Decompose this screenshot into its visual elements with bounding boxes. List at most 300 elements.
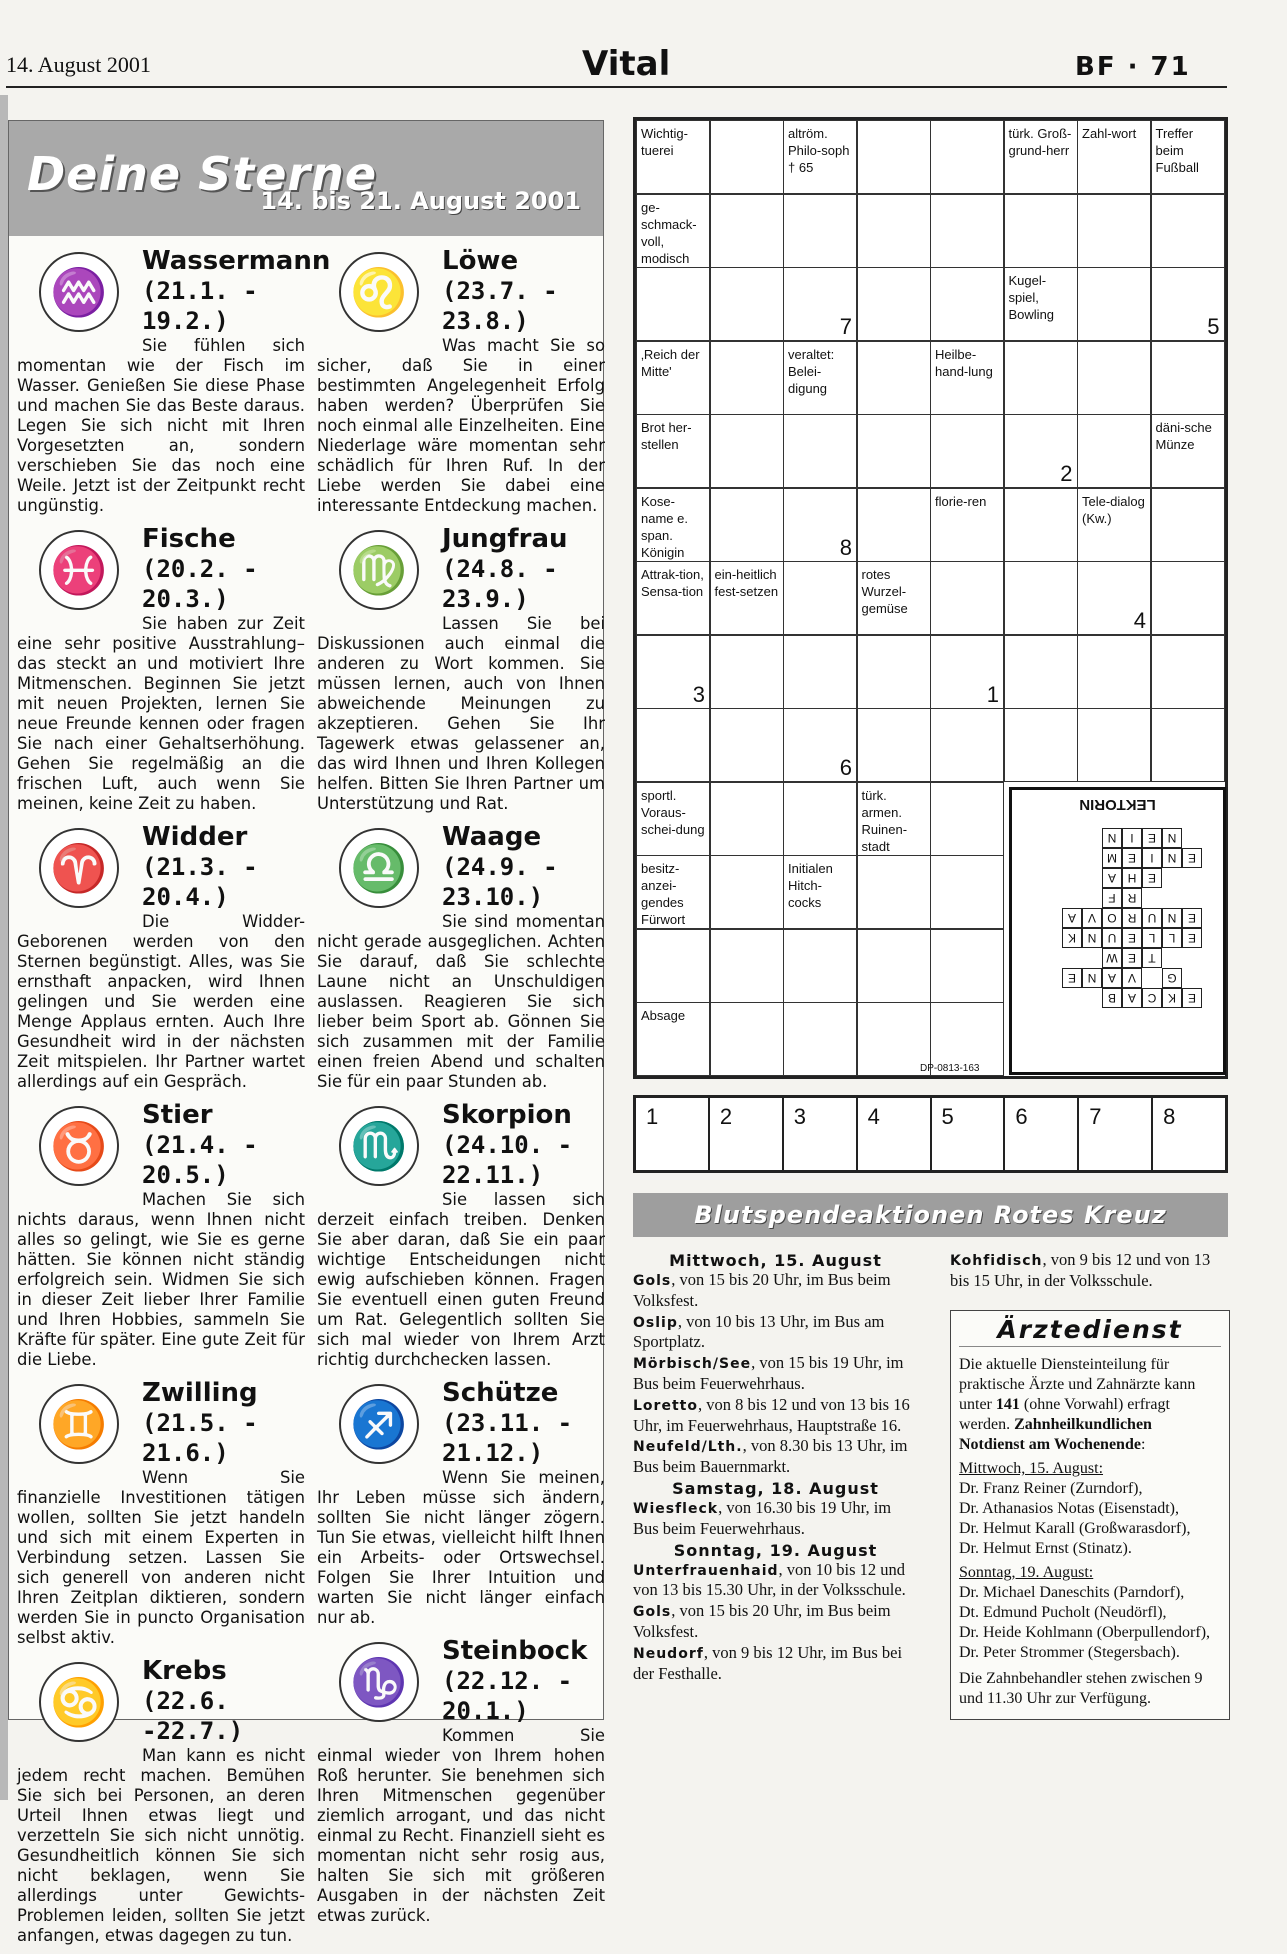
crossword-clue: Wichtig-tuerei [636,120,710,194]
blood-place: Unterfrauenhaid [633,1562,779,1579]
crossword-cell [930,120,1004,194]
issue-date: 14. August 2001 [6,52,151,77]
sign-name: Zwilling [142,1378,258,1408]
solution-slot: 4 [858,1098,932,1170]
crossword-clue: Attrak-tion, Sensa-tion [636,561,710,635]
blood-entry [633,1395,918,1437]
crossword-clue: sportl. Voraus-schei-dung [636,782,710,856]
crossword-clue: Heilbe-hand-lung [930,341,1004,415]
lektorin-cell: N [1102,828,1122,848]
lektorin-title: LEKTORIN [1079,796,1156,813]
blood-place: Neufeld/Lth. [633,1439,743,1456]
blood-day-heading: Sonntag, 19. August [673,1540,878,1560]
sign-text: Wenn Sie meinen, Ihr Leben müsse sich ändern, sollten Sie nicht länger zögern. Tun Sie etwas, vielleicht hilft Ihnen ein Arbeits- oder Ortswechsel. Folgen Sie Ihrer Intuition und warten Sie nicht länger einfach nur ab. [317,1468,605,1627]
crossword-cell [710,929,784,1003]
lektorin-cell: B [1102,988,1122,1008]
crossword-cell [783,635,857,709]
doctor-location: (Neudörfl), [1094,1604,1167,1621]
doctor-entry [959,1623,1221,1643]
section-title: Vital [582,44,671,84]
crossword-cell [783,194,857,268]
blood-details: , von 15 bis 19 Uhr, im Bus beim Feuerwehrhaus. [633,1353,904,1393]
zodiac-krebs-icon: ♋ [39,1662,119,1742]
lektorin-cell: U [1102,928,1122,948]
lektorin-cell [1182,888,1202,908]
crossword-number: 2 [1060,461,1073,486]
blood-drive-list [633,1250,918,1684]
blood-drive-extra [950,1250,1230,1292]
crossword-cell [783,782,857,856]
crossword-number: 6 [839,755,852,780]
blood-place: Gols [633,1273,672,1289]
crossword-cell [930,855,1004,929]
zodiac-fische-icon: ♓ [39,530,119,610]
doctor-entry [959,1643,1221,1663]
doctor-location: (Parndorf), [1113,1584,1185,1601]
lektorin-cell [1142,968,1162,988]
crossword-cell [710,120,784,194]
crossword-cell [783,561,857,635]
sign-date-range: (21.4. - 20.5.) [142,1131,258,1189]
crossword-number: 4 [1133,608,1146,633]
crossword-number: 7 [839,314,852,339]
crossword-cell [783,267,857,341]
crossword-cell [1004,635,1078,709]
lektorin-cell: E [1182,848,1202,868]
crossword-clue: ein-heitlich fest-setzen [710,561,784,635]
doctor-location: (Zurndorf), [1070,1480,1143,1497]
lektorin-cell [1062,868,1082,888]
blood-details: , von 8 bis 12 und von 13 bis 16 Uhr, im Feuerwehrhaus, Hauptstraße 16. [633,1394,910,1435]
lektorin-cell [1062,828,1082,848]
lektorin-cell: V [1082,908,1102,928]
sign-name: Stier [142,1100,213,1130]
crossword-cell [710,194,784,268]
crossword-cell [1151,561,1225,635]
crossword-cell [857,120,931,194]
sign-text: Man kann es nicht jedem recht machen. Bemühen Sie sich bei Personen, an deren Urteil Ihnen etwas liegt und verzetteln Sie sich nicht unnötig. Gesundheitlich können Sie sich nicht beklagen, wenn Sie allerdings unter Gewichts-Problemen leiden, sollten Sie jetzt anfangen, etwas dagegen zu tun. [17,1746,305,1945]
phone-number: 141 [995,1396,1020,1413]
crossword-cell [1077,708,1151,782]
crossword-clue: Treffer beim Fußball [1151,120,1225,194]
lektorin-cell: A [1062,908,1082,928]
crossword-cell [1004,708,1078,782]
crossword-clue: türk. Groß-grund-herr [1004,120,1078,194]
horoscope-dates: 14. bis 21. August 2001 [260,187,581,215]
lektorin-cell: E [1122,928,1142,948]
sign-name: Löwe [442,246,519,276]
notdienst-label: Zahnheilkundlichen Notdienst am Wochenende [959,1416,1152,1453]
horoscope-sign [17,822,305,1092]
lektorin-cell: A [1102,868,1122,888]
lektorin-cell: H [1122,868,1142,888]
sign-text: Was macht Sie so sicher, daß Sie in einer bestimmten Angelegenheit Erfolg haben werden? Überprüfen Sie noch einmal alle Einzelheiten. Eine Niederlage wäre momentan sehr schädlich für Ihren Ruf. In der Liebe werden Sie dabei eine interessante Entdeckung machen. [317,336,605,515]
lektorin-cell [1082,988,1102,1008]
crossword-cell [930,782,1004,856]
lektorin-cell: V [1122,968,1142,988]
crossword-cell [710,782,784,856]
doctor-entry [959,1519,1221,1539]
lektorin-cell [1082,868,1102,888]
zodiac-jungfrau-icon: ♍ [339,530,419,610]
blood-place: Neudorf [633,1645,704,1662]
sign-date-range: (21.3. - 20.4.) [142,853,258,911]
sign-date-range: (21.1. - 19.2.) [142,277,258,335]
solution-slot: 3 [784,1098,858,1170]
crossword-cell [1004,414,1078,488]
crossword-cell [710,855,784,929]
blood-entry [633,1312,918,1354]
lektorin-cell [1182,968,1202,988]
blood-entry [633,1643,918,1685]
lektorin-cell: I [1142,848,1162,868]
crossword-cell [1151,708,1225,782]
lektorin-cell: K [1062,928,1082,948]
sign-text: Sie fühlen sich momentan wie der Fisch im Wasser. Genießen Sie diese Phase und machen Sie das Beste daraus. Legen Sie sich nicht mit Ihren Vorgesetzten an, sondern verschieben Sie das noch eine Weile. Jetzt ist der Zeitpunkt recht ungünstig. [17,336,305,515]
crossword-clue: Tele-dialog (Kw.) [1077,488,1151,562]
aerztedienst-title: Ärztedienst [959,1315,1221,1347]
doctor-location: (Stegersbach). [1087,1644,1180,1661]
solution-slot: 7 [1079,1098,1153,1170]
lektorin-cell: E [1142,868,1162,888]
solution-slot: 1 [636,1098,710,1170]
crossword-cell [783,929,857,1003]
sign-date-range: (22.6. -22.7.) [142,1687,244,1745]
crossword-number: 3 [692,681,705,707]
crossword-number: 5 [1207,314,1220,339]
crossword-cell [1077,194,1151,268]
doctor-entry [959,1603,1221,1623]
page-header [0,0,1287,95]
crossword-cell [1077,267,1151,341]
lektorin-cell: I [1122,828,1142,848]
crossword-cell [783,414,857,488]
crossword-number: 8 [839,534,852,560]
solution-slot: 8 [1163,1104,1176,1129]
doctor-location: (Großwarasdorf), [1078,1520,1191,1537]
crossword-cell [1151,341,1225,415]
sign-name: Widder [142,822,248,852]
crossword-cell [710,488,784,562]
crossword-cell [857,855,931,929]
lektorin-cell [1082,848,1102,868]
crossword-cell [1004,561,1078,635]
horoscope-column-left [17,246,331,1954]
crossword-cell [1077,561,1151,635]
crossword-cell [857,194,931,268]
crossword-cell [1151,488,1225,562]
sign-text: Die Widder-Geborenen werden von den Sternen begünstigt. Alles, was Sie ernsthaft anpacken, wird Ihnen gelingen und Sie werden eine Menge Applaus ernten. Auch Ihre Gesundheit wird in der nächsten Zeit mitspielen. Ihr Partner wartet allerdings auf ein Gespräch. [17,912,305,1091]
horoscope-header [9,121,603,236]
blood-details: , von 15 bis 20 Uhr, im Bus beim Volksfest. [633,1601,891,1641]
horoscope-sign [17,1656,305,1946]
lektorin-solution [1009,787,1226,1075]
sign-name: Steinbock [442,1636,588,1666]
crossword-clue: ge-schmack-voll, modisch [636,194,710,268]
crossword-cell [710,635,784,709]
sign-name: Jungfrau [442,524,568,554]
doctor-name: Dr. Helmut Karall [959,1520,1075,1537]
duty-day-2: Sonntag, 19. August: [959,1564,1094,1581]
doctor-entry [959,1499,1221,1519]
crossword-cell [783,708,857,782]
sign-date-range: (24.10. - 22.11.) [442,1131,573,1189]
lektorin-cell [1062,848,1082,868]
doctor-name: Dr. Heide Kohlmann [959,1624,1093,1641]
crossword-clue: altröm. Philo-soph † 65 [783,120,857,194]
crossword-cell [930,561,1004,635]
lektorin-cell: E [1122,848,1142,868]
horoscope-sign [317,1636,605,1926]
blood-details: , von 10 bis 13 Uhr, im Bus am Sportplatz. [633,1311,885,1352]
crossword-clue: türk. armen. Ruinen-stadt [857,782,931,856]
lektorin-cell: T [1142,948,1162,968]
sign-text: Kommen Sie einmal wieder von Ihrem hohen Roß herunter. Sie benehmen sich Ihren Mitmenschen gegenüber ziemlich arrogant, und das nicht einmal zu Recht. Finanziell sieht es momentan nicht sehr rosig aus, halten Sie sich mit größeren Ausgaben in der nächsten Zeit etwas zurück. [317,1726,605,1925]
crossword-cell [930,194,1004,268]
crossword-cell [710,1002,784,1076]
crossword-cell [930,929,1004,1003]
crossword-clue: Absage [636,1002,710,1076]
lektorin-cell: L [1162,928,1182,948]
doctor-name: Dr. Franz Reiner [959,1480,1067,1497]
horoscope-sign [17,1378,305,1648]
lektorin-cell [1142,888,1162,908]
lektorin-cell [1162,948,1182,968]
lektorin-cell: N [1162,908,1182,928]
sign-date-range: (20.2. - 20.3.) [142,555,258,613]
intro-text-2: (ohne Vorwahl) erfragt werden. [959,1396,1170,1433]
blood-entry [633,1498,918,1540]
intro-text: Die aktuelle Diensteinteilung für praktische Ärzte und Zahnärzte kann unter [959,1356,1196,1413]
sign-date-range: (24.9. - 23.10.) [442,853,558,911]
crossword-cell [636,635,710,709]
lektorin-cell: G [1162,968,1182,988]
crossword-cell [857,635,931,709]
lektorin-cell: N [1162,828,1182,848]
crossword-cell [930,635,1004,709]
crossword-clue: Zahl-wort [1077,120,1151,194]
lektorin-cell [1182,828,1202,848]
crossword-cell [1004,194,1078,268]
doctor-location: (Oberpullendorf), [1096,1624,1211,1641]
crossword-number: 1 [986,681,999,707]
zodiac-skorpion-icon: ♏ [339,1106,419,1186]
lektorin-cell: E [1142,828,1162,848]
sign-name: Schütze [442,1378,559,1408]
lektorin-cell [1082,828,1102,848]
lektorin-cell [1062,888,1082,908]
duty-day-1: Mittwoch, 15. August: [959,1460,1104,1477]
sign-date-range: (24.8. - 23.9.) [442,555,558,613]
sign-text: Lassen Sie bei Diskussionen auch einmal die anderen zu Wort kommen. Sie müssen lernen, auch von Ihnen abweichende Meinungen zu akzeptieren. Gehen Sie Ihr Tagewerk etwas gelassener an, das wird Ihnen und Ihren Kollegen helfen. Bitten Sie Ihren Partner um Unterstützung und Rat. [317,614,605,813]
crossword-cell [710,414,784,488]
sign-text: Wenn Sie finanzielle Investitionen tätigen wollen, sollten Sie jetzt handeln und sich mit einem Experten in Verbindung setzen. Lassen Sie sich generell von anderen nicht Ihren Zeitplan diktieren, sondern werden Sie in puncto Organisation selbst aktiv. [17,1468,305,1647]
blood-drive-header: Blutspendeaktionen Rotes Kreuz [633,1193,1228,1237]
lektorin-cell [1082,888,1102,908]
crossword-cell [857,929,931,1003]
horoscope-sign [17,246,331,516]
crossword-cell [930,414,1004,488]
lektorin-cell [1162,888,1182,908]
crossword-cell [930,267,1004,341]
blood-entry [633,1353,918,1395]
lektorin-cell [1082,948,1102,968]
crossword-cell [1151,194,1225,268]
lektorin-cell [1062,948,1082,968]
lektorin-grid [1062,828,1202,1008]
horoscope-sign [317,1100,605,1370]
crossword-cell [636,708,710,782]
crossword-clue: däni-sche Münze [1151,414,1225,488]
sign-name: Krebs [142,1656,227,1686]
lektorin-cell: F [1102,888,1122,908]
crossword-clue: Kose-name e. span. Königin [636,488,710,562]
horoscope-sign [317,524,605,814]
aerztedienst-intro: Die aktuelle Diensteinteilung für praktische Ärzte und Zahnärzte kann unter 141 (ohne Vorwahl) erfragt werden. Zahnheilkundlichen Notdienst am Wochenende: [959,1356,1196,1453]
lektorin-cell: W [1102,948,1122,968]
zodiac-schütze-icon: ♐ [339,1384,419,1464]
doctor-name: Dr. Peter Strommer [959,1644,1084,1661]
crossword-cell [1077,414,1151,488]
horoscope-title: Deine Sterne [27,147,378,201]
lektorin-cell [1182,948,1202,968]
crossword-clue: rotes Wurzel-gemüse [857,561,931,635]
horoscope-sign [317,822,605,1092]
sign-date-range: (22.12. - 20.1.) [442,1667,573,1725]
crossword-cell [857,341,931,415]
lektorin-cell: M [1102,848,1122,868]
crossword-clue: florie-ren [930,488,1004,562]
crossword-clue: Brot her-stellen [636,414,710,488]
crossword-cell [636,267,710,341]
puzzle-code: DP-0813-163 [920,1063,980,1074]
lektorin-cell: R [1122,888,1142,908]
scan-edge [0,95,8,1800]
crossword-cell [857,267,931,341]
crossword-cell [1151,267,1225,341]
blood-place: Kohfidisch [950,1253,1043,1269]
sign-text: Sie lassen sich derzeit einfach treiben. Denken Sie aber daran, daß Sie ein paar wichtige Entscheidungen nicht ewig aufschieben können. Fragen Sie eventuell einen guten Freund um Rat. Gelegentlich sollten Sie sich mal wieder von Ihrem Arzt richtig durchchecken lassen. [317,1190,605,1369]
zodiac-löwe-icon: ♌ [339,252,419,332]
solution-slot: 5 [932,1098,1006,1170]
doctor-location: (Stinatz). [1072,1540,1132,1557]
blood-entry [633,1270,918,1312]
blood-details: , von 16.30 bis 19 Uhr, im Bus beim Feuerwehrhaus. [633,1497,892,1538]
blood-details: , von 8.30 bis 13 Uhr, im Bus beim Bauernmarkt. [633,1436,908,1477]
blood-details: , von 10 bis 12 und von 13 bis 15.30 Uhr, in der Volksschule. [633,1559,906,1600]
lektorin-cell: N [1082,928,1102,948]
aerztedienst-box [950,1310,1230,1720]
blood-place: Mörbisch/See [633,1356,752,1373]
sign-date-range: (21.5. - 21.6.) [142,1409,258,1467]
sign-text: Machen Sie sich nichts daraus, wenn Ihnen nicht alles so gelingt, wie Sie es gerne hätten. Sie können nicht ständig erfolgreich sein. Widmen Sie sich in dieser Zeit lieber Ihrer Familie und Ihren Hobbies, sammeln Sie Kräfte für später. Eine gute Zeit für die Liebe. [17,1190,305,1369]
lektorin-cell: U [1142,908,1162,928]
solution-slot: 2 [710,1098,784,1170]
horoscope-sign [317,246,605,516]
lektorin-cell [1062,988,1082,1008]
crossword-cell [710,341,784,415]
header-rule [6,86,1227,88]
lektorin-cell: R [1122,908,1142,928]
horoscope-box [8,120,605,1945]
lektorin-cell: A [1122,988,1142,1008]
crossword-cell [1151,635,1225,709]
crossword-cell [1077,341,1151,415]
lektorin-cell: K [1162,988,1182,1008]
crossword-cell [710,267,784,341]
crossword-clue: besitz-anzei-gendes Fürwort [636,855,710,929]
zodiac-zwilling-icon: ♊ [39,1384,119,1464]
crossword-cell [857,708,931,782]
blood-day-heading: Samstag, 18. August [672,1478,879,1498]
doctor-location: (Eisenstadt), [1098,1500,1179,1517]
crossword-cell [710,708,784,782]
doctor-name: Dr. Athanasios Notas [959,1500,1095,1517]
duty-list-2 [959,1583,1221,1663]
blood-details: , von 15 bis 20 Uhr, im Bus beim Volksfest. [633,1270,891,1310]
sign-text: Sie sind momentan nicht gerade ausgeglichen. Achten Sie darauf, daß Sie schlechte Laune nicht an Unschuldigen auslassen. Reagieren Sie sich lieber beim Sport ab. Gönnen Sie sich zusammen mit der Familie einen freien Abend und schalten Sie für ein paar Stunden ab. [317,912,605,1091]
solution-slot: 6 [1005,1098,1079,1170]
crossword-cell [857,488,931,562]
sign-text: Sie haben zur Zeit eine sehr positive Ausstrahlung– das steckt an und motiviert Ihre Mitmenschen. Beginnen Sie jetzt mit neuen Projekten, lernen Sie neue Freunde kennen oder fragen Sie nach einer Gehaltserhöhung. Gehen Sie regelmäßig an die frischen Luft, auch wenn Sie meinen, keine Zeit zu haben. [17,614,305,813]
lektorin-cell: E [1182,928,1202,948]
sign-date-range: (23.11. - 21.12.) [442,1409,573,1467]
lektorin-cell: C [1142,988,1162,1008]
lektorin-cell: E [1182,908,1202,928]
blood-day-heading: Mittwoch, 15. August [669,1251,882,1270]
crossword-cell [783,488,857,562]
duty-list-1 [959,1479,1221,1559]
doctor-name: Dr. Michael Daneschits [959,1584,1110,1601]
blood-entry [633,1560,918,1602]
crossword-cell [857,414,931,488]
lektorin-cell: E [1062,968,1082,988]
zodiac-widder-icon: ♈ [39,828,119,908]
sign-name: Wassermann [142,246,331,276]
crossword-clue: Initialen Hitch-cocks [783,855,857,929]
blood-details: , von 9 bis 12 und von 13 bis 15 Uhr, in der Volksschule. [950,1250,1211,1290]
blood-details: , von 9 bis 12 Uhr, im Bus bei der Festhalle. [633,1642,903,1683]
zodiac-stier-icon: ♉ [39,1106,119,1186]
lektorin-cell: O [1102,908,1122,928]
blood-entry [633,1436,918,1478]
doctor-entry [959,1479,1221,1499]
crossword-cell [783,1002,857,1076]
lektorin-cell: A [1102,968,1122,988]
lektorin-cell: L [1142,928,1162,948]
lektorin-cell: N [1162,848,1182,868]
lektorin-cell [1182,868,1202,888]
zodiac-wassermann-icon: ♒ [39,252,119,332]
doctor-entry [959,1583,1221,1603]
sign-name: Waage [442,822,542,852]
sign-date-range: (23.7. - 23.8.) [442,277,558,335]
zodiac-steinbock-icon: ♑ [339,1642,419,1722]
zodiac-waage-icon: ♎ [339,828,419,908]
sign-name: Fische [142,524,236,554]
lektorin-cell: E [1122,948,1142,968]
blood-place: Loretto [633,1397,698,1414]
page-number: BF · 71 [1075,52,1191,82]
crossword-cell [1004,341,1078,415]
doctor-name: Dr. Helmut Ernst [959,1540,1069,1557]
sign-name: Skorpion [442,1100,572,1130]
doctor-name: Dt. Edmund Pucholt [959,1604,1091,1621]
blood-place: Wiesfleck [633,1500,719,1517]
crossword-cell [1004,488,1078,562]
horoscope-sign [317,1378,605,1628]
lektorin-cell: N [1082,968,1102,988]
